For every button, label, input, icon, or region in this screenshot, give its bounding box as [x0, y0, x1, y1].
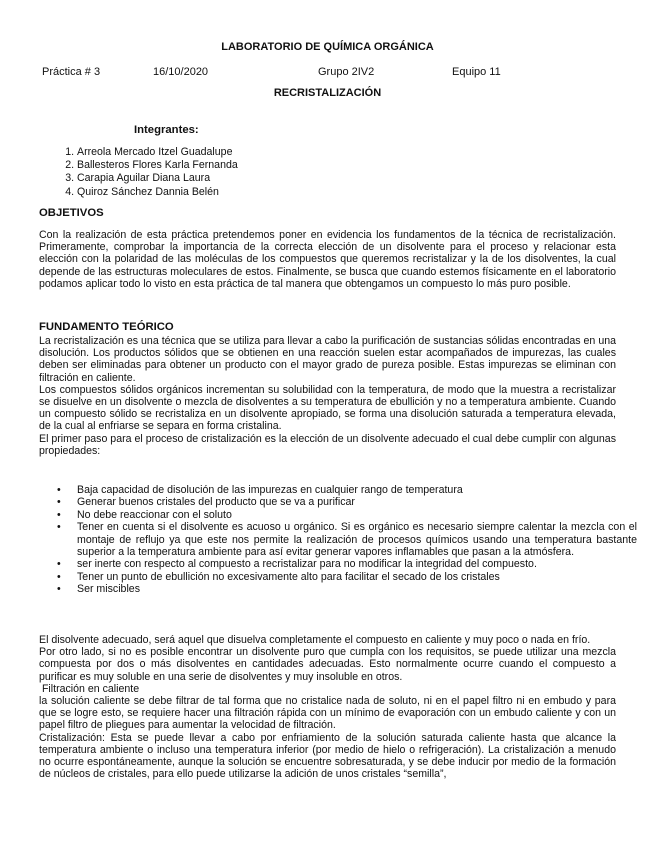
practice-date: 16/10/2020	[153, 66, 209, 78]
theory-body-continued	[39, 634, 616, 780]
member-item: 2. Ballesteros Flores Karla Fernanda	[77, 159, 238, 172]
theory-paragraph-3: El primer paso para el proceso de cristalización es la elección de un disolvente adecuado el cual debe cumplir con algunas propiedades:	[39, 432, 616, 457]
objectives-heading: OBJETIVOS	[39, 207, 104, 219]
property-item: • Tener un punto de ebullición no excesivamente alto para facilitar el secado de los cristales	[77, 571, 637, 583]
team-label: Equipo 11	[452, 66, 501, 78]
theory-paragraph-6: la solución caliente se debe filtrar de tal forma que no cristalice nada de soluto, ni en el papel filtro ni en embudo y para que se logre esto, se requiere hacer una filtración rápida con un mínimo de evaporación con un embudo caliente y con un papel filtro de pliegues para aumentar la velocidad de filtración.	[39, 695, 616, 732]
theory-body	[39, 335, 616, 457]
property-item: • Generar buenos cristales del producto que se va a purificar	[77, 496, 637, 508]
members-list	[56, 146, 238, 199]
member-item: 4. Quiroz Sánchez Dannia Belén	[77, 186, 238, 199]
property-item: • ser inerte con respecto al compuesto a recristalizar para no modificar la integridad del compuesto.	[77, 558, 637, 570]
theory-paragraph-7: Cristalización: Esta se puede llevar a cabo por enfriamiento de la solución saturada caliente hasta que alcance la temperatura ambiente o incluso una temperatura inferior (por medio de hielo o refrigeración). La cristalización a menudo no ocurre espontáneamente, aunque la solución se encuentre sobresaturada, y se debe inducir por medio de la formación de núcleos de cristales, para ello puede utilizarse la adición de unos cristales “semilla”,	[39, 731, 616, 781]
solvent-properties-list	[56, 484, 637, 596]
practice-title: RECRISTALIZACIÓN	[273, 87, 382, 99]
member-item: 3. Carapia Aguilar Diana Laura	[77, 172, 238, 185]
property-item: • No debe reaccionar con el soluto	[77, 509, 637, 521]
property-item: • Baja capacidad de disolución de las impurezas en cualquier rango de temperatura	[77, 484, 637, 496]
filtration-heading: Filtración en caliente	[39, 682, 140, 695]
lab-title: LABORATORIO DE QUÍMICA ORGÁNICA	[221, 41, 434, 53]
property-item: • Ser miscibles	[77, 583, 637, 595]
theory-paragraph-4: El disolvente adecuado, será aquel que disuelva completamente el compuesto en caliente y muy poco o nada en frío.	[39, 634, 591, 646]
members-heading: Integrantes:	[134, 124, 199, 136]
theory-paragraph-2: Los compuestos sólidos orgánicos incrementan su solubilidad con la temperatura, de modo que la muestra a recristalizar se disuelve en un disolvente o mezcla de disolventes a su temperatura de ebullición y no a temperatura ambiente. Cuando un compuesto sólido se recristaliza en un disolvente apropiado, se forma una disolución saturada a temperatura elevada, de la cual al enfriarse se separa en forma cristalina.	[39, 383, 616, 433]
theory-paragraph-1: La recristalización es una técnica que se utiliza para llevar a cabo la purificación de sustancias sólidas encontradas en una disolución. Los productos sólidos que se obtienen en una reacción suelen estar acompañados de impurezas, las cuales deben ser eliminadas para obtener un producto con el mayor grado de pureza posible. Estas impurezas se eliminan con filtración en caliente.	[39, 335, 616, 384]
objectives-text: Con la realización de esta práctica pretendemos poner en evidencia los fundamentos de la técnica de recristalización. Primeramente, comprobar la importancia de la correcta elección de un disolvente para el proceso y relacionar esta elección con la polaridad de las moléculas de los compuestos que queremos recristalizar y la de los disolventes, la cual depende de las estructuras moleculares de estos. Finalmente, se busca que cuando estemos físicamente en el laboratorio podamos aplicar todo lo visto en esta práctica de tal manera que obtengamos un compuesto lo más puro posible.	[39, 229, 616, 290]
property-item: • Tener en cuenta si el disolvente es acuoso u orgánico. Si es orgánico es necesario siempre calentar la mezcla con el montaje de reflujo ya que este nos permite la realización de procesos químicos usando una temperatura bastante superior a la temperatura ambiente para así evitar generar vapores inflamables que pasan a la atmósfera.	[77, 521, 637, 558]
practice-number: Práctica # 3	[42, 66, 101, 78]
member-item: 1. Arreola Mercado Itzel Guadalupe	[77, 146, 238, 159]
theory-heading: FUNDAMENTO TEÓRICO	[39, 321, 174, 333]
theory-paragraph-5: Por otro lado, si no es posible encontrar un disolvente puro que cumpla con los requisitos, se puede utilizar una mezcla compuesta por dos o más disolventes en cantidades adecuadas. Esto normalmente ocurre cuando el compuesto a purificar es muy soluble en una serie de disolventes y muy insoluble en otros.	[39, 646, 616, 683]
group-label: Grupo 2IV2	[318, 66, 375, 78]
